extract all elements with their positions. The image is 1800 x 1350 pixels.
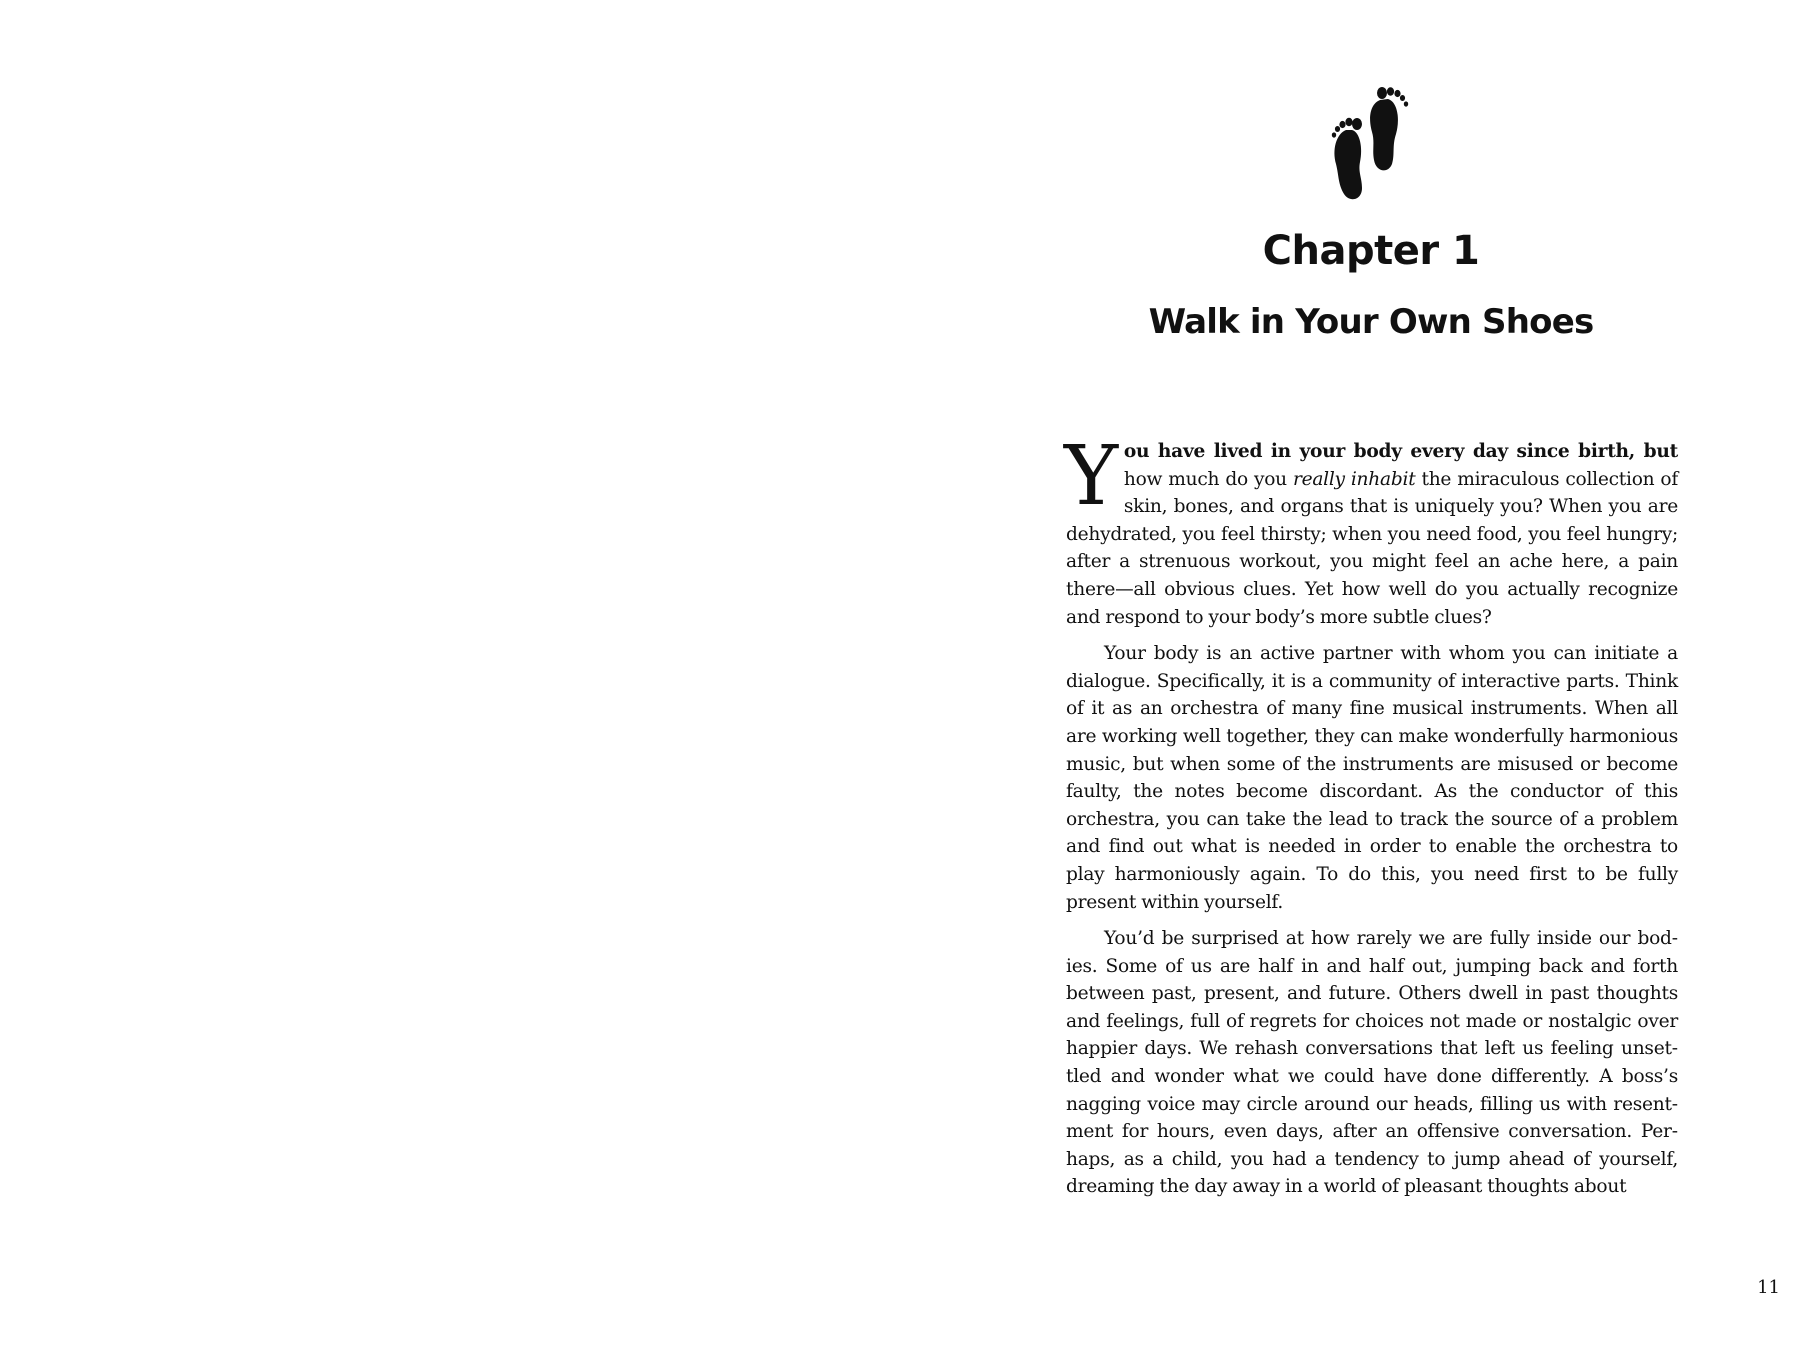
page-number: 11 [1757,1277,1780,1298]
paragraph-1 [1064,429,1678,631]
italic-emphasis: really inhabit [1292,468,1416,490]
paragraph-3: You’d be surprised at how rarely we are fully inside our bodies. Some of us are half in and half out, jumping back and forth between past, present, and future. Others dwell in past thoughts and feelings, full of regrets for choices not made or nostalgic over happier days. We rehash conversations that left us feeling unsettled and wonder what we could have done differently. A boss’s nagging voice may circle around our heads, filling us with resentment for hours, even days, after an offensive conversation. Perhaps, as a child, you had a tendency to jump ahead of yourself, dreaming the day away in a world of pleasant thoughts about [1066,928,1678,1198]
chapter-number: Chapter 1 [1262,228,1480,274]
chapter-title: Walk in Your Own Shoes [1148,302,1594,342]
opening-bold-text: ou have lived in your body every day since birth, but [1123,441,1678,462]
drop-cap: Y [1064,429,1118,524]
paragraph-1-text-a: how much do you [1123,468,1293,490]
paragraph-1-text-b: the miraculous collection of skin, bones, and organs that is uniquely you? When you are dehydrated, you feel thirsty; when you need food, you feel hungry; after a strenuous workout, you might feel an ache here, a pain there—all obvious clues. Yet how well do you actually recognize and respond to your body’s more subtle clues? [1066,468,1678,628]
footprints-icon [1330,84,1410,204]
paragraph-2: Your body is an active partner with whom you can initiate a dialogue. Specifically, it is a community of interactive parts. Think of it as an orchestra of many fine musical instruments. When all are working well together, they can make wonderfully harmonious music, but when some of the instruments are misused or become faulty, the notes become discordant. As the conductor of this orchestra, you can take the lead to track the source of a problem and find out what is needed in order to enable the orchestra to play harmoniously again. To do this, you need first to be fully present within yourself. [1066,643,1678,913]
chapter-body [1064,429,1678,1210]
